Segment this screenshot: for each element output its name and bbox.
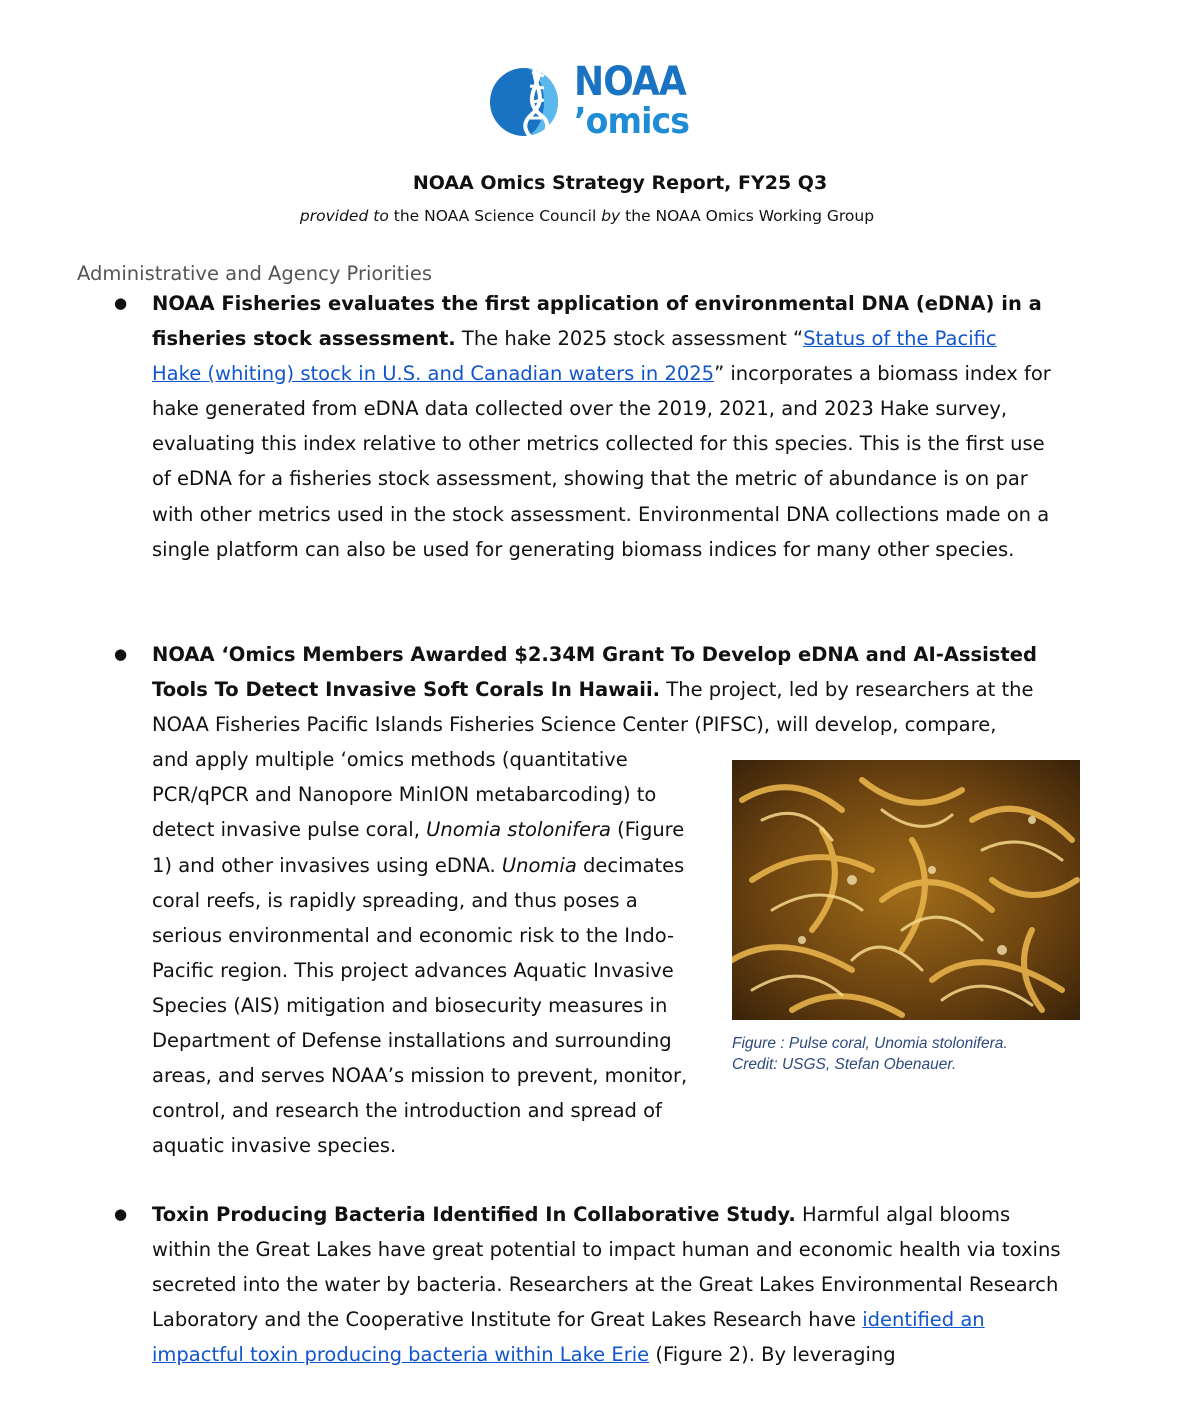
pulse-coral-photo [732,760,1080,1020]
logo-omics-text: ’omics [574,101,690,142]
genus-name: Unomia [501,853,577,877]
caption-line-1: Figure : Pulse coral, Unomia stolonifera. [732,1035,1008,1052]
noaa-omics-logo [486,56,706,146]
item-text: The project, led by researchers at the [660,678,1034,702]
subtitle-science-council: the NOAA Science Council [388,207,602,225]
item-headline-line1: NOAA ‘Omics Members Awarded $2.34M Grant To Develop eDNA and AI-Assisted [152,643,1037,666]
logo-noaa-text: NOAA [574,59,686,105]
dna-globe-logo-icon [486,56,576,146]
item-text: ” incorporates a biomass index for hake generated from eDNA data collected over the 2019, 2021, and 2023 Hake survey, evaluating this index relative to other metrics collected for this species. This is the first use of eDNA for a fisheries stock assessment, showing that the metric of abundance is on par with other metrics used in the stock assessment. Environmental DNA collections made on a single platform can also be used for generating biomass indices for many other species. [152,362,1051,561]
item-headline: NOAA Fisheries evaluates the first application of environmental DNA (eDNA) in a fisheries stock assessment. [152,292,1042,351]
list-item-toxin-bacteria [114,1197,1062,1372]
item-text: The hake 2025 stock assessment “ [455,327,804,351]
item-text: (Figure 2). By leveraging [649,1343,896,1367]
subtitle-by: by [601,207,621,225]
item-headline: Toxin Producing Bacteria Identified In Collaborative Study. [152,1203,796,1226]
item-text: and apply multiple ‘omics methods (quantitative PCR/qPCR and Nanopore MinION metabarcoding) to detect invasive pulse coral, [152,748,657,842]
section-heading: Administrative and Agency Priorities [77,262,432,285]
pacific-hake-assessment-link[interactable]: Status of the Pacific Hake (whiting) stock in U.S. and Canadian waters in 2025 [152,327,997,386]
item-text: Harmful algal blooms within the Great Lakes have great potential to impact human and economic health via toxins secreted into the water by bacteria. Researchers at the Great Lakes Environmental Research Laboratory and the Cooperative Institute for Great Lakes Research have [152,1203,1061,1332]
item-headline-line2: Tools To Detect Invasive Soft Corals In Hawaii. [152,678,661,702]
bullet-icon: ● [114,645,128,663]
lake-erie-bacteria-link[interactable]: identified an impactful toxin producing bacteria within Lake Erie [152,1308,985,1367]
subtitle-provided-to: provided to [299,207,389,225]
list-item-edna-stock-assessment [114,286,1052,567]
bullet-icon: ● [114,294,128,312]
coral-image [732,760,1080,1020]
figure-caption [732,1033,1092,1075]
logo-wordmark [574,59,699,142]
species-name: Unomia stolonifera [426,818,611,842]
item-text: (Figure 1) and other invasives using eDNA. [152,818,685,877]
caption-line-2: Credit: USGS, Stefan Obenauer. [732,1056,957,1073]
bullet-icon: ● [114,1205,128,1223]
item-text: decimates coral reefs, is rapidly spreading, and thus poses a serious environmental and economic risk to the Indo-Pacific region. This project advances Aquatic Invasive Species (AIS) mitigation and biosecurity measures in Department of Defense installations and surrounding areas, and serves NOAA’s mission to prevent, monitor, control, and research the introduction and spread of aquatic invasive species. [152,853,688,1158]
subtitle-working-group: the NOAA Omics Working Group [620,207,875,225]
report-subtitle [0,207,1174,225]
item-text: NOAA Fisheries Pacific Islands Fisheries Science Center (PIFSC), will develop, compare, [152,713,997,737]
report-title: NOAA Omics Strategy Report, FY25 Q3 [412,172,828,194]
